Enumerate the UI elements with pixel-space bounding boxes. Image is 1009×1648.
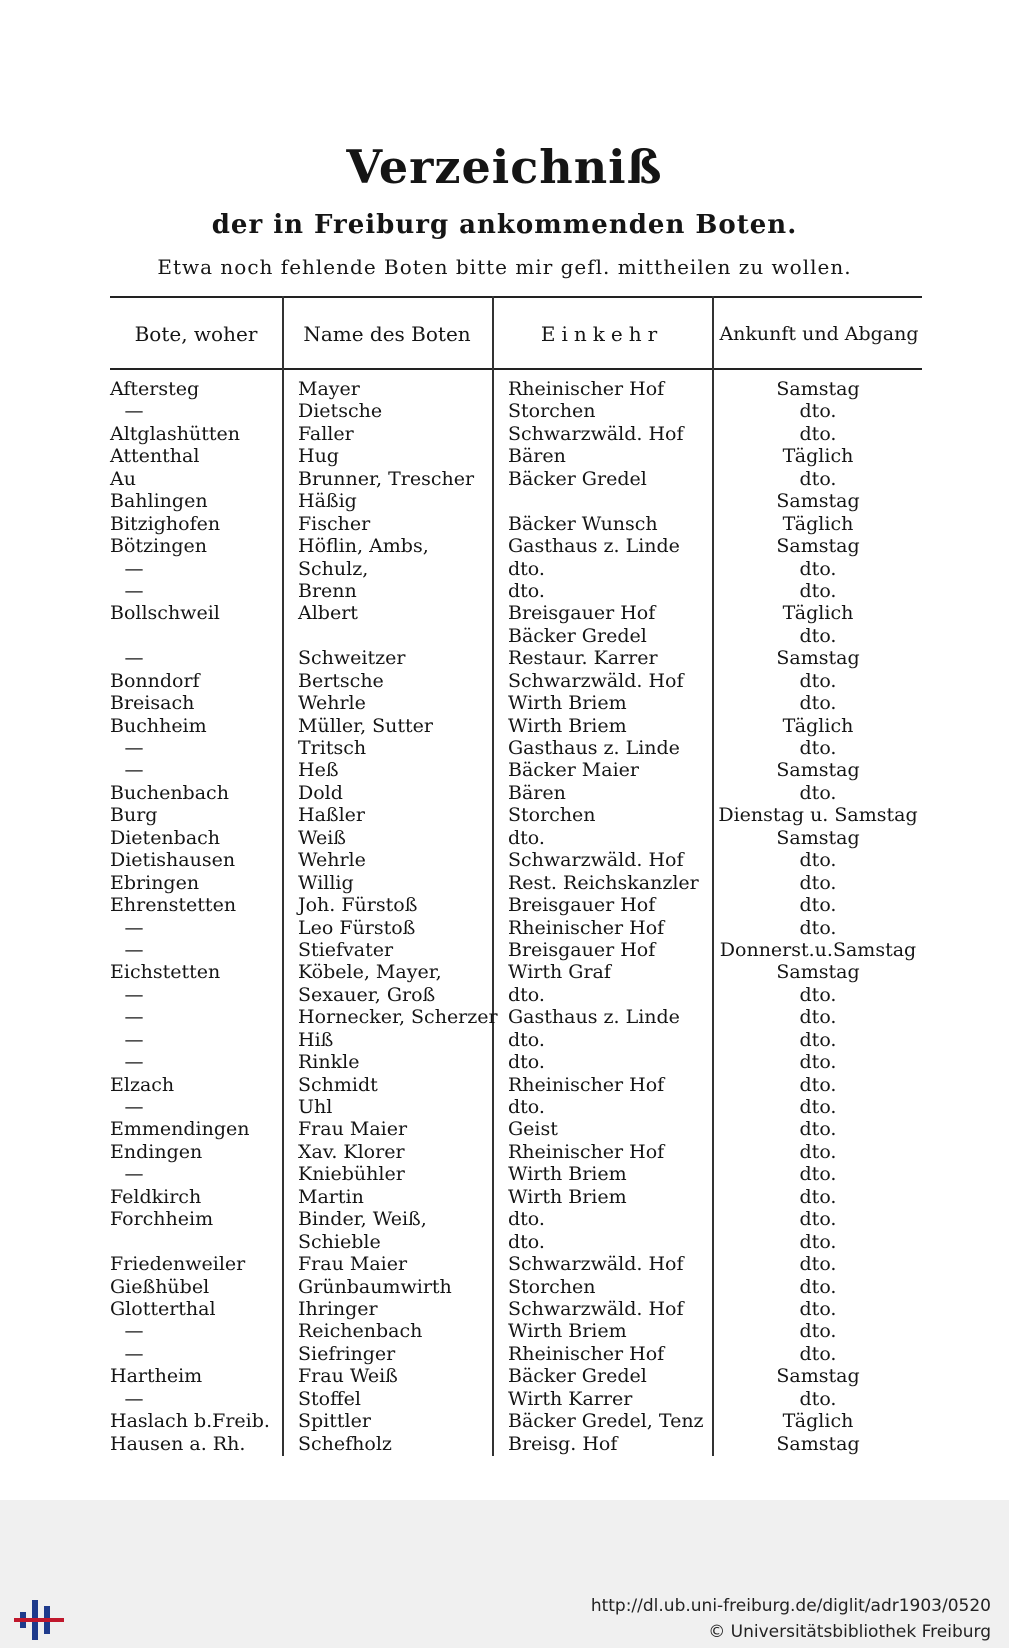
row-origin: Glotterthal	[110, 1297, 216, 1320]
row-messenger-name: Schulz,	[298, 557, 369, 580]
row-schedule: Dienstag u. Samstag	[718, 804, 918, 827]
row-origin: Gießhübel	[110, 1275, 210, 1298]
row-messenger-name: Reichenbach	[298, 1320, 423, 1343]
row-messenger-name: Fischer	[298, 512, 371, 535]
row-schedule: Samstag	[776, 961, 860, 984]
table-row	[110, 558, 922, 580]
table-row	[110, 1074, 922, 1096]
row-messenger-name: Xav. Klorer	[298, 1140, 405, 1163]
table-row	[110, 1118, 922, 1140]
row-schedule: dto.	[799, 737, 837, 759]
row-origin: Bötzingen	[110, 535, 208, 558]
row-origin: Emmendingen	[110, 1118, 250, 1141]
row-origin: Eichstetten	[110, 961, 221, 984]
row-origin: Bitzighofen	[110, 512, 221, 535]
row-messenger-name: Siefringer	[298, 1342, 396, 1365]
row-inn: dto.	[508, 983, 545, 1006]
row-inn: Schwarzwäld. Hof	[508, 422, 684, 445]
row-inn: Breisgauer Hof	[508, 894, 656, 917]
row-origin: —	[124, 1342, 144, 1365]
table-row	[110, 1231, 922, 1253]
page-subtitle: der in Freiburg ankommenden Boten.	[211, 210, 798, 240]
row-origin: —	[124, 1387, 144, 1410]
row-origin: Forchheim	[110, 1208, 214, 1231]
row-schedule: dto.	[799, 1163, 837, 1186]
row-origin: —	[124, 916, 144, 939]
table-row	[110, 984, 922, 1006]
row-messenger-name: Willig	[298, 871, 354, 894]
row-schedule: Samstag	[776, 1432, 860, 1455]
row-schedule: dto.	[799, 1118, 837, 1141]
row-schedule: dto.	[799, 1096, 837, 1118]
row-origin: —	[124, 557, 144, 580]
row-origin: Burg	[110, 804, 158, 827]
row-inn: Schwarzwäld. Hof	[508, 1253, 684, 1276]
table-row	[110, 939, 922, 961]
row-schedule: Donnerst.u.Samstag	[719, 938, 917, 961]
row-schedule: dto.	[799, 1320, 837, 1343]
row-origin: Breisach	[110, 692, 195, 715]
row-messenger-name: Weiß	[298, 826, 346, 849]
footer-copyright: © Universitätsbibliothek Freiburg	[708, 1622, 991, 1642]
column-header-name: Name des Boten	[303, 322, 471, 346]
row-schedule: dto.	[799, 1185, 837, 1208]
row-origin: —	[124, 1028, 144, 1051]
row-inn: Gasthaus z. Linde	[508, 1006, 680, 1029]
row-origin: Buchheim	[110, 714, 207, 737]
row-inn: dto.	[508, 1230, 545, 1253]
table-row	[110, 692, 922, 714]
table-row	[110, 1320, 922, 1342]
row-messenger-name: Brenn	[298, 579, 357, 602]
table-row	[110, 535, 922, 557]
table-row	[110, 782, 922, 804]
row-messenger-name: Kniebühler	[298, 1163, 405, 1186]
row-schedule: Samstag	[776, 535, 860, 558]
row-schedule: Samstag	[776, 378, 860, 400]
library-logo-icon	[14, 1600, 64, 1640]
table-row	[110, 1343, 922, 1365]
row-origin: —	[124, 1051, 144, 1074]
row-schedule: dto.	[799, 1006, 837, 1029]
table-row	[110, 625, 922, 647]
table-row	[110, 961, 922, 983]
row-messenger-name: Haßler	[298, 804, 365, 827]
row-messenger-name: Wehrle	[298, 849, 366, 872]
row-schedule: dto.	[799, 1342, 837, 1365]
row-inn: dto.	[508, 557, 545, 580]
row-schedule: dto.	[799, 1387, 837, 1410]
row-messenger-name: Ihringer	[298, 1297, 378, 1320]
table-row	[110, 1006, 922, 1028]
table-row	[110, 1141, 922, 1163]
row-messenger-name: Sexauer, Groß	[298, 983, 436, 1006]
table-row	[110, 1186, 922, 1208]
column-header-schedule: Ankunft und Abgang	[719, 323, 919, 345]
row-messenger-name: Hornecker, Scherzer	[298, 1006, 498, 1029]
row-origin: —	[124, 579, 144, 602]
row-inn: Restaur. Karrer	[508, 647, 658, 670]
row-messenger-name: Joh. Fürstoß	[298, 894, 418, 917]
row-messenger-name: Frau Maier	[298, 1118, 408, 1141]
row-origin: —	[124, 938, 144, 961]
row-origin: —	[124, 400, 144, 423]
row-inn: Bäcker Wunsch	[508, 512, 658, 535]
row-messenger-name: Schefholz	[298, 1432, 392, 1455]
row-inn: Wirth Briem	[508, 1163, 627, 1186]
row-messenger-name: Grünbaumwirth	[298, 1275, 452, 1298]
row-inn: Storchen	[508, 1275, 596, 1298]
row-inn: Gasthaus z. Linde	[508, 535, 680, 558]
row-schedule: Täglich	[782, 512, 854, 535]
row-inn: Wirth Karrer	[508, 1387, 633, 1410]
row-messenger-name: Häßig	[298, 490, 357, 513]
row-messenger-name: Rinkle	[298, 1051, 360, 1074]
row-inn: Bären	[508, 781, 566, 804]
table-row	[110, 490, 922, 512]
row-messenger-name: Stoffel	[298, 1387, 361, 1410]
row-inn: Wirth Briem	[508, 692, 627, 715]
row-origin: Buchenbach	[110, 781, 229, 804]
table-row	[110, 1388, 922, 1410]
row-origin: Friedenweiler	[110, 1253, 246, 1276]
row-inn: Rheinischer Hof	[508, 916, 665, 939]
row-schedule: dto.	[799, 579, 837, 602]
row-origin: Altglashütten	[110, 422, 240, 445]
row-origin: Dietenbach	[110, 826, 221, 849]
table-row	[110, 1096, 922, 1118]
row-schedule: dto.	[799, 422, 837, 445]
row-inn: Wirth Briem	[508, 1185, 627, 1208]
table-row	[110, 1253, 922, 1275]
row-schedule: Samstag	[776, 490, 860, 513]
table-row	[110, 1410, 922, 1432]
row-messenger-name: Leo Fürstoß	[298, 916, 416, 939]
table-row	[110, 827, 922, 849]
table-row	[110, 894, 922, 916]
row-origin: —	[124, 647, 144, 670]
row-origin: —	[124, 1006, 144, 1029]
row-messenger-name: Stiefvater	[298, 938, 394, 961]
table-row	[110, 513, 922, 535]
row-inn: dto.	[508, 1208, 545, 1231]
row-origin: Hartheim	[110, 1365, 203, 1388]
row-messenger-name: Faller	[298, 422, 354, 445]
row-origin: Attenthal	[110, 445, 200, 468]
row-schedule: Täglich	[782, 714, 854, 737]
table-row	[110, 647, 922, 669]
table-row	[110, 1298, 922, 1320]
row-schedule: dto.	[799, 400, 837, 423]
table-row	[110, 580, 922, 602]
row-schedule: dto.	[799, 894, 837, 917]
row-origin: Au	[110, 467, 136, 490]
row-messenger-name: Frau Weiß	[298, 1365, 398, 1388]
row-schedule: Täglich	[782, 1410, 854, 1433]
row-schedule: dto.	[799, 1253, 837, 1276]
row-schedule: dto.	[799, 557, 837, 580]
row-messenger-name: Brunner, Trescher	[298, 467, 475, 490]
row-schedule: dto.	[799, 871, 837, 894]
table-row	[110, 1276, 922, 1298]
table-row	[110, 1208, 922, 1230]
table-row	[110, 715, 922, 737]
row-inn: Schwarzwäld. Hof	[508, 669, 684, 692]
table-header-rule	[110, 368, 922, 370]
row-inn: Rheinischer Hof	[508, 1073, 665, 1096]
row-messenger-name: Albert	[298, 602, 358, 625]
row-messenger-name: Tritsch	[298, 737, 367, 759]
row-origin: —	[124, 1096, 144, 1118]
row-inn: dto.	[508, 1028, 545, 1051]
row-origin: Haslach b.Freib.	[110, 1410, 270, 1433]
row-inn: Bäcker Maier	[508, 759, 639, 782]
row-schedule: Samstag	[776, 826, 860, 849]
row-schedule: Samstag	[776, 1365, 860, 1388]
table-row	[110, 423, 922, 445]
row-inn: Schwarzwäld. Hof	[508, 849, 684, 872]
row-inn: Storchen	[508, 400, 596, 423]
row-messenger-name: Müller, Sutter	[298, 714, 434, 737]
row-messenger-name: Dietsche	[298, 400, 383, 423]
column-header-inn: Einkehr	[540, 322, 664, 346]
table-row	[110, 1051, 922, 1073]
table-row	[110, 468, 922, 490]
row-messenger-name: Köbele, Mayer,	[298, 961, 442, 984]
row-origin: Bollschweil	[110, 602, 220, 625]
row-messenger-name: Martin	[298, 1185, 364, 1208]
row-messenger-name: Bertsche	[298, 669, 384, 692]
row-schedule: Täglich	[782, 602, 854, 625]
table-row	[110, 400, 922, 422]
table-row	[110, 917, 922, 939]
row-origin: Bonndorf	[110, 669, 200, 692]
table-row	[110, 1433, 922, 1455]
row-inn: Geist	[508, 1118, 558, 1141]
row-origin: Bahlingen	[110, 490, 208, 513]
row-messenger-name: Frau Maier	[298, 1253, 408, 1276]
row-inn: dto.	[508, 826, 545, 849]
row-schedule: Täglich	[782, 445, 854, 468]
row-origin: Ehrenstetten	[110, 894, 237, 917]
row-schedule: dto.	[799, 983, 837, 1006]
row-inn: Bäcker Gredel	[508, 467, 647, 490]
row-schedule: dto.	[799, 849, 837, 872]
table-row	[110, 445, 922, 467]
table-top-rule	[110, 296, 922, 298]
row-origin: Feldkirch	[110, 1185, 202, 1208]
row-inn: Gasthaus z. Linde	[508, 737, 680, 759]
table-row	[110, 872, 922, 894]
row-inn: dto.	[508, 579, 545, 602]
row-inn: Rest. Reichskanzler	[508, 871, 699, 894]
row-schedule: dto.	[799, 467, 837, 490]
row-inn: Wirth Briem	[508, 714, 627, 737]
row-origin: Hausen a. Rh.	[110, 1432, 246, 1455]
row-origin: —	[124, 983, 144, 1006]
row-schedule: dto.	[799, 781, 837, 804]
row-messenger-name: Hug	[298, 445, 339, 468]
row-schedule: dto.	[799, 916, 837, 939]
row-origin: —	[124, 737, 144, 759]
row-inn: Wirth Briem	[508, 1320, 627, 1343]
row-schedule: dto.	[799, 1140, 837, 1163]
row-inn: Bäcker Gredel	[508, 1365, 647, 1388]
row-inn: Breisgauer Hof	[508, 602, 656, 625]
row-inn: Rheinischer Hof	[508, 378, 665, 400]
row-inn: Rheinischer Hof	[508, 1342, 665, 1365]
row-schedule: dto.	[799, 669, 837, 692]
row-schedule: Samstag	[776, 647, 860, 670]
row-origin: Elzach	[110, 1073, 175, 1096]
row-messenger-name: Uhl	[298, 1096, 333, 1118]
footer-url[interactable]: http://dl.ub.uni-freiburg.de/diglit/adr1903/0520	[590, 1596, 991, 1616]
row-inn: Bären	[508, 445, 566, 468]
table-row	[110, 737, 922, 759]
row-origin: —	[124, 1163, 144, 1186]
table-row	[110, 1163, 922, 1185]
row-origin: Ebringen	[110, 871, 200, 894]
row-inn: Bäcker Gredel, Tenz	[508, 1410, 704, 1433]
row-messenger-name: Schieble	[298, 1230, 381, 1253]
table-row	[110, 670, 922, 692]
row-origin: —	[124, 759, 144, 782]
row-origin: Endingen	[110, 1140, 203, 1163]
table-row	[110, 602, 922, 624]
row-origin: Dietishausen	[110, 849, 236, 872]
page-title: Verzeichniß	[346, 140, 663, 194]
row-messenger-name: Wehrle	[298, 692, 366, 715]
table-body	[110, 378, 922, 1455]
row-messenger-name: Höflin, Ambs,	[298, 535, 429, 558]
row-schedule: dto.	[799, 692, 837, 715]
row-messenger-name: Schmidt	[298, 1073, 378, 1096]
row-origin: —	[124, 1320, 144, 1343]
row-schedule: dto.	[799, 1230, 837, 1253]
row-messenger-name: Schweitzer	[298, 647, 406, 670]
table-row	[110, 1365, 922, 1387]
row-origin: Aftersteg	[110, 378, 200, 400]
table-row	[110, 1029, 922, 1051]
row-inn: Rheinischer Hof	[508, 1140, 665, 1163]
row-schedule: dto.	[799, 1208, 837, 1231]
table-row	[110, 849, 922, 871]
table-row	[110, 759, 922, 781]
row-inn: Bäcker Gredel	[508, 624, 647, 647]
row-inn: Breisg. Hof	[508, 1432, 618, 1455]
row-inn: Schwarzwäld. Hof	[508, 1297, 684, 1320]
row-messenger-name: Binder, Weiß,	[298, 1208, 427, 1231]
row-messenger-name: Mayer	[298, 378, 360, 400]
row-schedule: dto.	[799, 1073, 837, 1096]
row-schedule: dto.	[799, 1275, 837, 1298]
column-header-origin: Bote, woher	[134, 322, 258, 346]
row-inn: Wirth Graf	[508, 961, 611, 984]
row-messenger-name: Hiß	[298, 1028, 334, 1051]
table-row	[110, 378, 922, 400]
row-messenger-name: Spittler	[298, 1410, 371, 1433]
row-inn: dto.	[508, 1051, 545, 1074]
row-messenger-name: Dold	[298, 781, 343, 804]
row-schedule: dto.	[799, 1051, 837, 1074]
row-schedule: Samstag	[776, 759, 860, 782]
row-schedule: dto.	[799, 624, 837, 647]
table-row	[110, 804, 922, 826]
row-inn: Breisgauer Hof	[508, 938, 656, 961]
row-schedule: dto.	[799, 1297, 837, 1320]
row-inn: dto.	[508, 1096, 545, 1118]
page-note: Etwa noch fehlende Boten bitte mir gefl. mittheilen zu wollen.	[157, 255, 852, 279]
row-inn: Storchen	[508, 804, 596, 827]
row-schedule: dto.	[799, 1028, 837, 1051]
row-messenger-name: Heß	[298, 759, 339, 782]
